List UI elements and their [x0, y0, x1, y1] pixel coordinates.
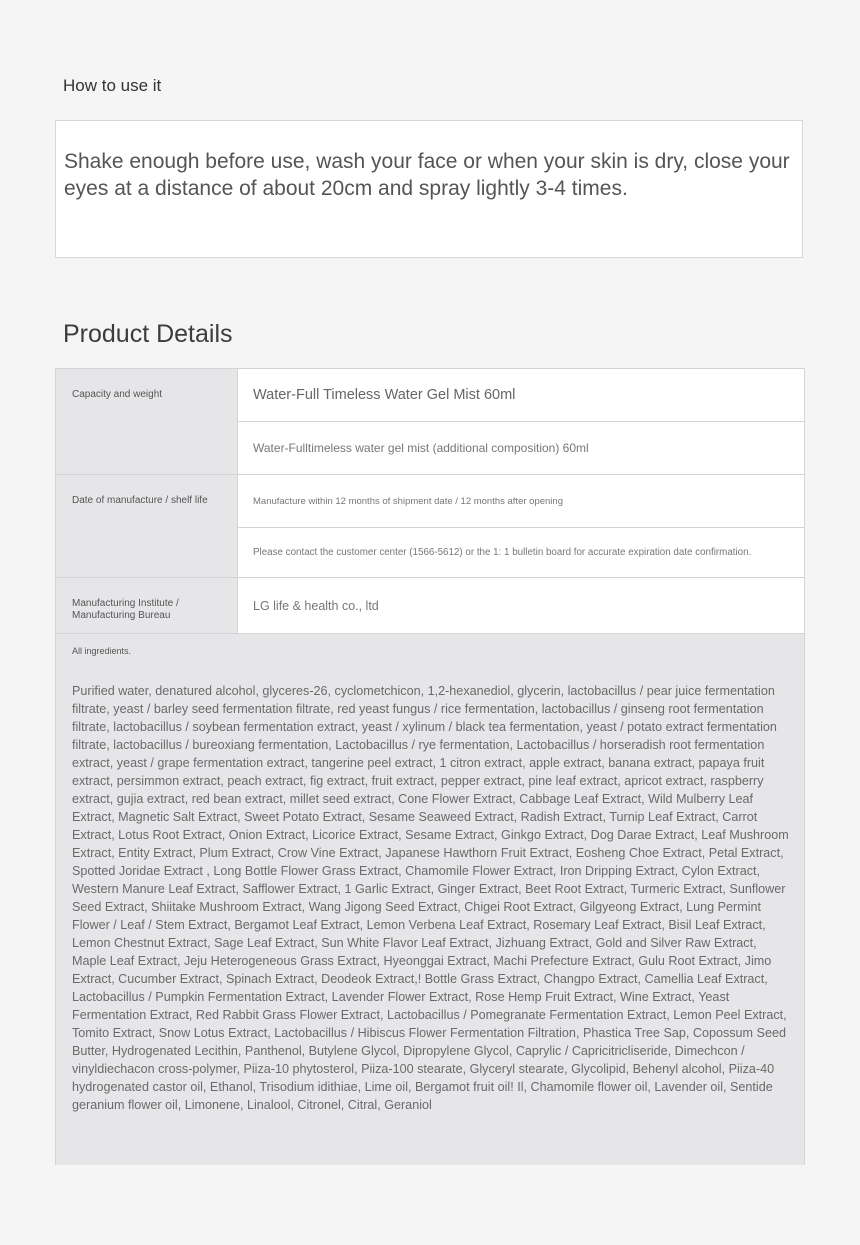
manufacturer-value: LG life & health co., ltd: [238, 578, 804, 633]
ingredients-label: All ingredients.: [72, 646, 132, 656]
how-to-use-box: [55, 120, 803, 258]
capacity-value-primary: Water-Full Timeless Water Gel Mist 60ml: [238, 369, 804, 422]
capacity-row: [56, 369, 804, 475]
date-value-contact: Please contact the customer center (1566-5612) or the 1: 1 bulletin board for accurate expiration date confirmation.: [238, 528, 804, 577]
date-label: Date of manufacture / shelf life: [56, 475, 238, 577]
date-row: [56, 475, 804, 578]
capacity-label: Capacity and weight: [56, 369, 238, 474]
manufacturer-row: [56, 578, 804, 634]
product-details-heading: Product Details: [63, 320, 233, 348]
how-to-use-text: Shake enough before use, wash your face or when your skin is dry, close your eyes at a distance of about 20cm and spray lightly 3-4 times.: [64, 150, 790, 200]
how-to-use-heading: How to use it: [63, 76, 162, 95]
ingredients-row: [56, 634, 804, 1165]
date-value-manufacture: Manufacture within 12 months of shipment date / 12 months after opening: [238, 475, 804, 528]
ingredients-text: Purified water, denatured alcohol, glyceres-26, cyclometchicon, 1,2-hexanediol, glycerin, lactobacillus / pear juice fermentation filtrate, yeast / barley seed fermentation filtrate, red yeast fungus / rice fermentation, lactobacillus / ginseng root fermentation filtrate, lactobacillus / soybean fermentation extract, yeast / xylinum / black tea fermentation, yeast / potato extract fermentation filtrate, lactobacillus / bureoxiang fermentation, Lactobacillus / rye fermentation, Lactobacillus / horseradish root fermentation extract, yeast / grape fermentation extract, tangerine peel extract, 1 citron extract, apple extract, banana extract, papaya fruit extract, persimmon extract, peach extract, fig extract, fruit extract, pepper extract, pine leaf extract, apricot extract, raspberry extract, gujia extract, red bean extract, millet seed extract, Cone Flower Extract, Cabbage Leaf Extract, Wild Mulberry Leaf Extract, Magnetic Salt Extract, Sweet Potato Extract, Sesame Seaweed Extract, Radish Extract, Turnip Leaf Extract, Carrot Extract, Lotus Root Extract, Onion Extract, Licorice Extract, Sesame Extract, Ginkgo Extract, Dog Darae Extract, Leaf Mushroom Extract, Entity Extract, Plum Extract, Crow Vine Extract, Japanese Hawthorn Fruit Extract, Eosheng Choe Extract, Petal Extract, Spotted Joridae Extract , Long Bottle Flower Grass Extract, Chamomile Flower Extract, Iron Dripping Extract, Cylon Extract, Western Manure Leaf Extract, Safflower Extract, 1 Garlic Extract, Ginger Extract, Beet Root Extract, Turmeric Extract, Sunflower Seed Extract, Shiitake Mushroom Extract, Wang Jigong Seed Extract, Chigei Root Extract, Gilgyeong Extract, Lung Permint Flower / Leaf / Stem Extract, Bergamot Leaf Extract, Lemon Verbena Leaf Extract, Rosemary Leaf Extract, Bisil Leaf Extract, Lemon Chestnut Extract, Sage Leaf Extract, Sun White Flavor Leaf Extract, Jizhuang Extract, Gold and Silver Raw Extract, Maple Leaf Extract, Jeju Heterogeneous Grass Extract, Hyeonggai Extract, Machi Prefecture Extract, Gulu Root Extract, Jimo Extract, Cucumber Extract, Spinach Extract, Deodeok Extract,! Bottle Grass Extract, Changpo Extract, Camellia Leaf Extract, Lactobacillus / Pumpkin Fermentation Extract, Lavender Flower Extract, Rose Hemp Fruit Extract, Wine Extract, Yeast Fermentation Extract, Red Rabbit Grass Flower Extract, Lactobacillus / Pomegranate Fermentation Extract, Lemon Peel Extract, Tomito Extract, Snow Lotus Extract, Lactobacillus / Hibiscus Flower Fermentation Filtration, Phastica Tree Sap, Copossum Seed Butter, Hydrogenated Lecithin, Panthenol, Butylene Glycol, Dipropylene Glycol, Caprylic / Capricitricliseride, Dimechcon / vinyldiechacon cross-polymer, Piiza-10 phytosterol, Piiza-100 stearate, Glyceryl stearate, Glycolipid, Behenyl alcohol, Piiza-40 hydrogenated castor oil, Ethanol, Trisodium idithiae, Lime oil, Bergamot fruit oil! Il, Chamomile flower oil, Lavender oil, Sentide geranium flower oil, Limonene, Linalool, Citronel, Citral, Geraniol: [72, 684, 789, 1112]
capacity-value-secondary: Water-Fulltimeless water gel mist (additional composition) 60ml: [238, 422, 804, 474]
product-details-table: [55, 368, 805, 1165]
manufacturer-label: Manufacturing Institute / Manufacturing Bureau: [56, 578, 238, 633]
